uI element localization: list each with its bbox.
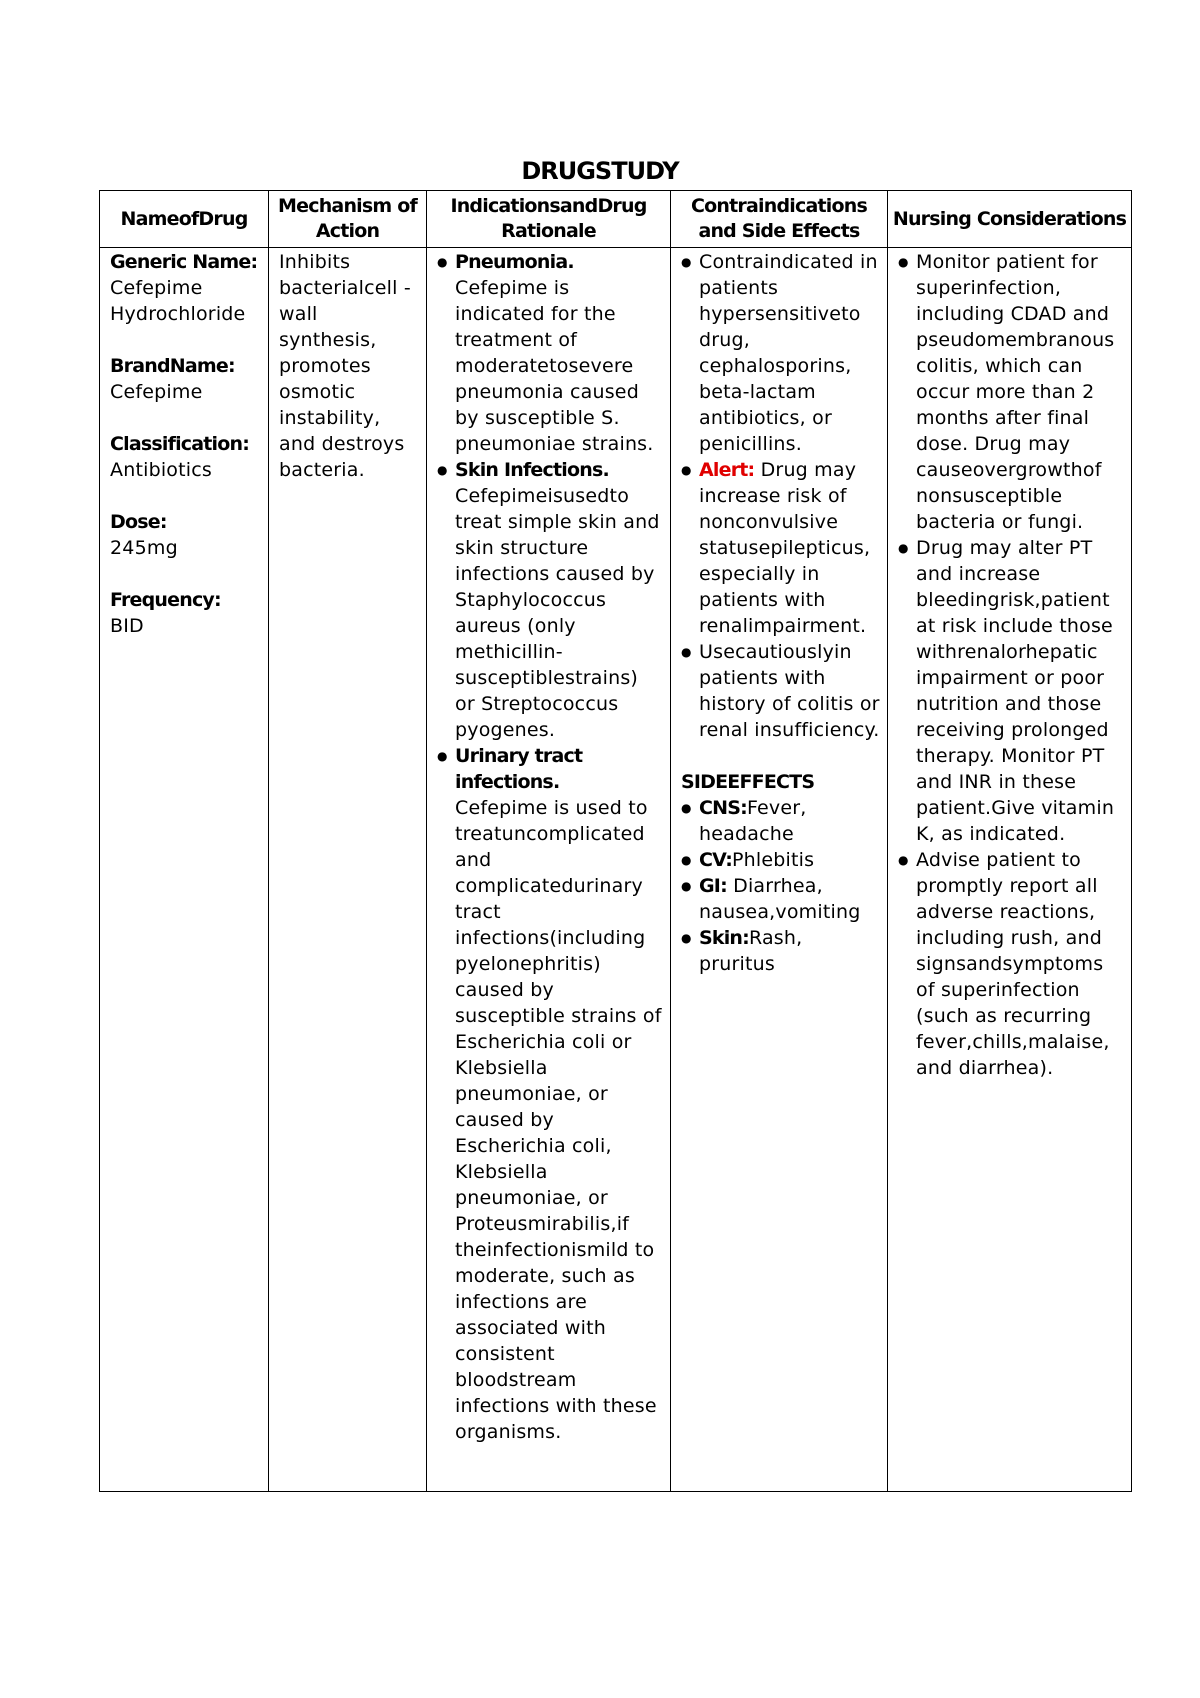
list-item [681, 925, 881, 977]
side-effect-label-skin: Skin: [699, 927, 749, 949]
brand-name-label: BrandName: [110, 355, 235, 377]
side-effect-text-cns: Fever, headache [699, 797, 807, 845]
mechanism-cell [269, 248, 427, 1492]
header-row [100, 191, 1132, 248]
list-item: ● Usecautiouslyin patients with history of colitis or renal insufficiency. [681, 639, 881, 743]
drug-study-table [99, 190, 1132, 1492]
list-item [681, 795, 881, 847]
indication-text-pneumonia: Cefepime is indicated for the treatment of moderatetosevere pneumonia caused by susceptible S. pneumoniae strains. [455, 277, 654, 455]
indication-text-skin: Cefepimeisusedto treat simple skin and skin structure infections caused by Staphylococcus aureus (only methicillin-susceptiblestrains) or Streptococcus pyogenes. [455, 485, 660, 741]
alert-text: Drug may increase risk of nonconvulsive statusepilepticus, especially in patients with renalimpairment. [699, 459, 871, 637]
list-item: ● Advise patient to promptly report all adverse reactions, including rush, and signsandsymptoms of superinfection (such as recurring fever,chills,malaise, and diarrhea). [898, 847, 1125, 1081]
frequency-value: BID [110, 615, 144, 637]
alert-label: Alert: [699, 459, 755, 481]
name-of-drug-cell [100, 248, 269, 1492]
contraindications-cell [671, 248, 888, 1492]
classification-label: Classification: [110, 433, 250, 455]
classification-value: Antibiotics [110, 459, 213, 481]
header-nursing: Nursing Considerations [888, 191, 1132, 248]
list-item [681, 457, 881, 639]
list-item [437, 249, 664, 457]
side-effects-heading: SIDEEFFECTS [681, 771, 815, 793]
brand-name-value: Cefepime [110, 381, 203, 403]
indication-heading-uti: ● Urinary tract infections. [455, 745, 583, 793]
side-effect-text-gi: Diarrhea, nausea,vomiting [699, 875, 861, 923]
indications-list [437, 249, 664, 1445]
side-effect-label-gi: GI: [699, 875, 727, 897]
list-item [681, 873, 881, 925]
contraindications-list [681, 249, 881, 743]
mechanism-text: Inhibits bacterialcell - wall synthesis, promotes osmotic instability, and destroys bacteria. [279, 251, 411, 481]
side-effect-text-skin: Rash, pruritus [699, 927, 803, 975]
list-item [437, 457, 664, 743]
side-effect-label-cns: CNS: [699, 797, 747, 819]
side-effect-label-cv: CV: [699, 849, 732, 871]
indication-heading-skin: ● Skin Infections. [455, 459, 609, 481]
side-effect-text-cv: Phlebitis [732, 849, 815, 871]
list-item: ● Contraindicated in patients hypersensitiveto drug, cephalosporins, beta-lactam antibiotics, or penicillins. [681, 249, 881, 457]
side-effects-list [681, 795, 881, 977]
frequency-label: Frequency: [110, 589, 221, 611]
header-contraindications: Contraindications and Side Effects [671, 191, 888, 248]
list-item: ● Drug may alter PT and increase bleedingrisk,patient at risk include those withrenalorhepatic impairment or poor nutrition and those receiving prolonged therapy. Monitor PT and INR in these patient.Give vitamin K, as indicated. [898, 535, 1125, 847]
generic-name-label: Generic Name: [110, 251, 258, 273]
indication-text-uti: Cefepime is used to treatuncomplicated and complicatedurinary tract infections(including pyelonephritis) caused by susceptible strains of Escherichia coli or Klebsiella pneumoniae, or caused by Escherichia coli, Klebsiella pneumoniae, or Proteusmirabilis,if theinfectionismild to moderate, such as infections are associated with consistent bloodstream infections with these organisms. [455, 797, 662, 1443]
dose-value: 245mg [110, 537, 178, 559]
indications-cell [427, 248, 671, 1492]
generic-name-value: Cefepime Hydrochloride [110, 277, 246, 325]
list-item [681, 847, 881, 873]
document-title: DRUGSTUDY [521, 157, 679, 185]
list-item [437, 743, 664, 1445]
nursing-cell [888, 248, 1132, 1492]
dose-label: Dose: [110, 511, 167, 533]
nursing-list [898, 249, 1125, 1081]
indication-heading-pneumonia: ● Pneumonia. [455, 251, 574, 273]
header-mechanism: Mechanism of Action [269, 191, 427, 248]
table-row [100, 248, 1132, 1492]
header-indications: IndicationsandDrug Rationale [427, 191, 671, 248]
list-item: ● Monitor patient for superinfection, including CDAD and pseudomembranous colitis, which can occur more than 2 months after final dose. Drug may causeovergrowthof nonsusceptible bacteria or fungi. [898, 249, 1125, 535]
header-name-of-drug: NameofDrug [100, 191, 269, 248]
